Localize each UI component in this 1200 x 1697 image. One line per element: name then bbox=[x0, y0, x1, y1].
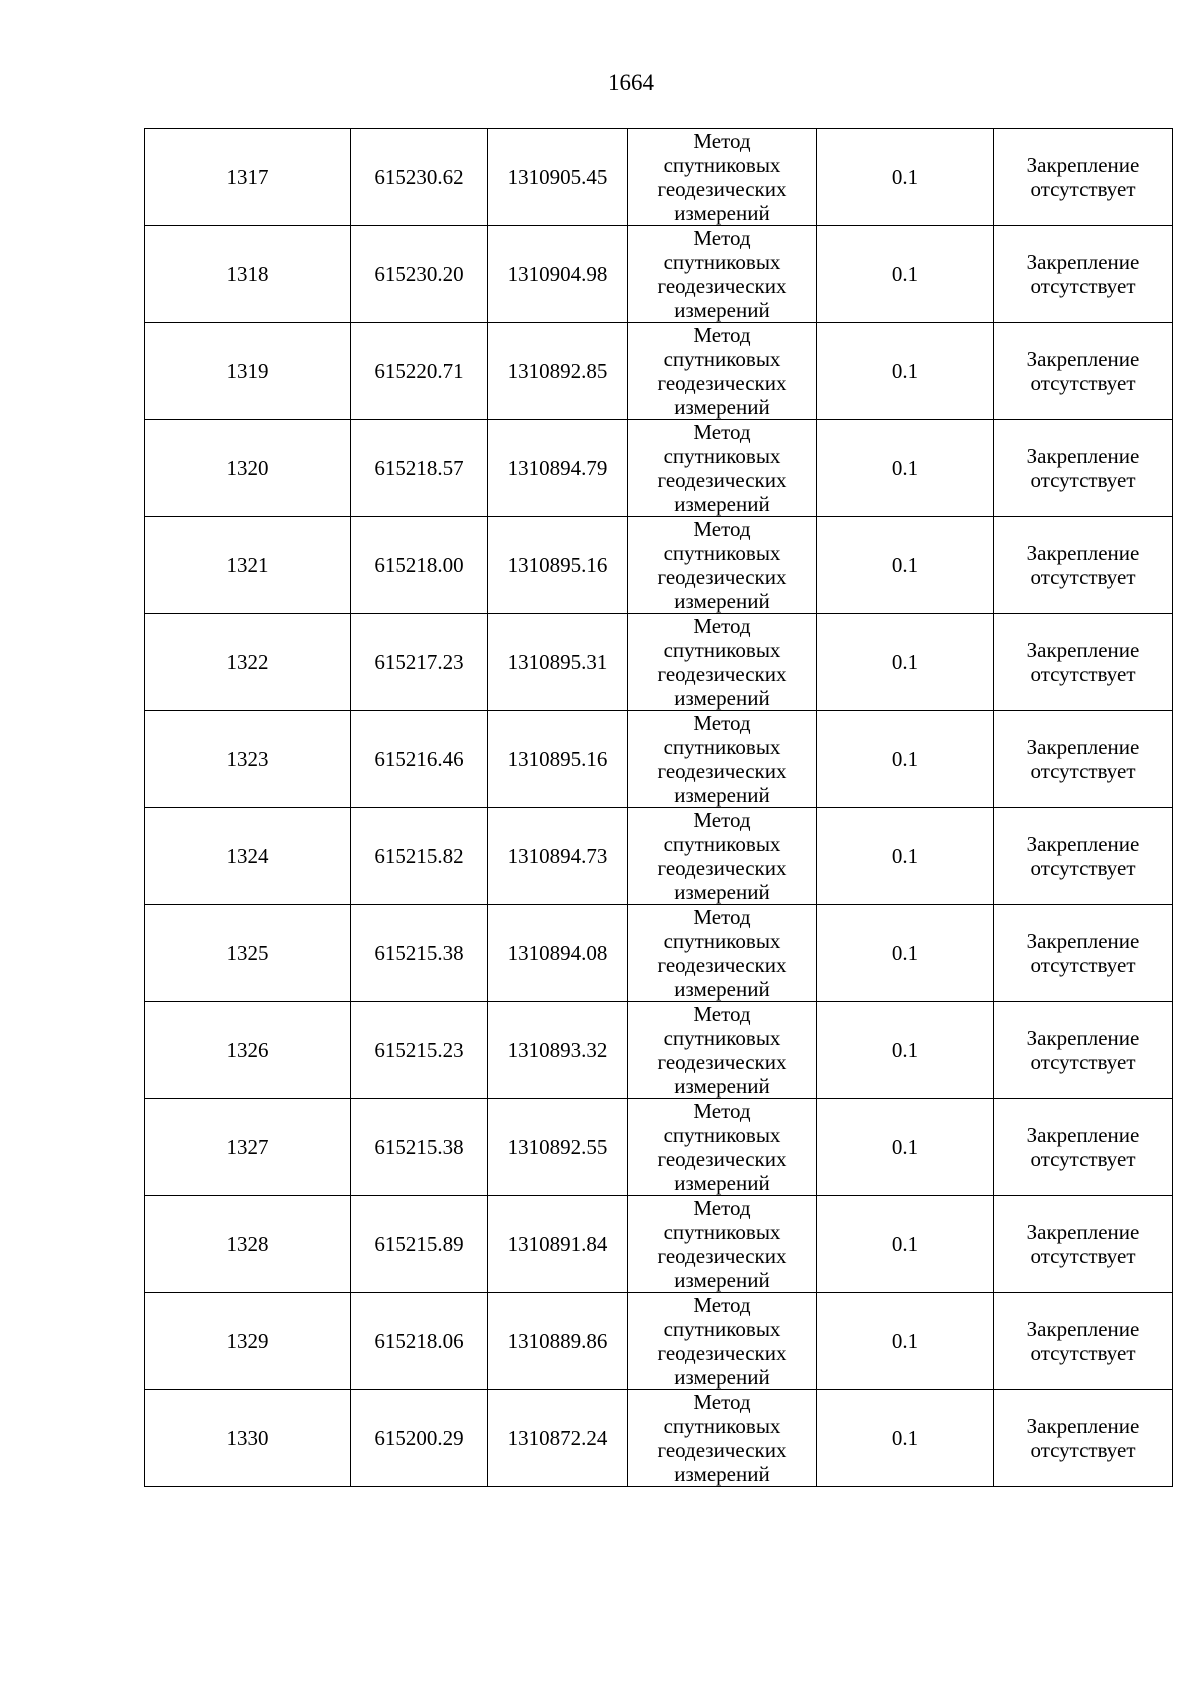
method-text-line: геодезических bbox=[657, 371, 787, 395]
fixing-cell bbox=[994, 323, 1173, 420]
point-number-cell: 1327 bbox=[145, 1099, 351, 1196]
fixing-cell bbox=[994, 614, 1173, 711]
method-text-line: спутниковых bbox=[663, 1123, 781, 1147]
fixing-text-line: отсутствует bbox=[1030, 662, 1136, 686]
method-text-line: спутниковых bbox=[663, 1317, 781, 1341]
method-cell bbox=[628, 1293, 817, 1390]
table-row bbox=[145, 1196, 1173, 1293]
method-text-line: Метод bbox=[693, 711, 751, 735]
x-coordinate-cell: 615230.20 bbox=[351, 226, 488, 323]
method-text-line: геодезических bbox=[657, 565, 787, 589]
method-cell bbox=[628, 420, 817, 517]
fixing-cell bbox=[994, 808, 1173, 905]
fixing-text-line: Закрепление bbox=[1026, 832, 1140, 856]
point-number-cell: 1326 bbox=[145, 1002, 351, 1099]
y-coordinate-cell: 1310893.32 bbox=[488, 1002, 628, 1099]
page-number: 1664 bbox=[608, 70, 654, 95]
fixing-cell bbox=[994, 517, 1173, 614]
method-text-line: спутниковых bbox=[663, 735, 781, 759]
fixing-text-line: Закрепление bbox=[1026, 638, 1140, 662]
accuracy-cell: 0.1 bbox=[817, 420, 994, 517]
method-text-line: Метод bbox=[693, 129, 751, 153]
method-text-line: геодезических bbox=[657, 1244, 787, 1268]
method-text-line: спутниковых bbox=[663, 929, 781, 953]
method-text-line: измерений bbox=[674, 1462, 770, 1486]
table-row bbox=[145, 1390, 1173, 1487]
method-text-line: спутниковых bbox=[663, 541, 781, 565]
method-text-line: спутниковых bbox=[663, 153, 781, 177]
fixing-text-line: отсутствует bbox=[1030, 856, 1136, 880]
x-coordinate-cell: 615215.82 bbox=[351, 808, 488, 905]
y-coordinate-cell: 1310892.85 bbox=[488, 323, 628, 420]
method-text-line: измерений bbox=[674, 1171, 770, 1195]
method-text-line: геодезических bbox=[657, 1050, 787, 1074]
x-coordinate-cell: 615215.89 bbox=[351, 1196, 488, 1293]
y-coordinate-cell: 1310872.24 bbox=[488, 1390, 628, 1487]
fixing-text-line: Закрепление bbox=[1026, 1414, 1140, 1438]
fixing-text-line: отсутствует bbox=[1030, 953, 1136, 977]
method-text-line: спутниковых bbox=[663, 1026, 781, 1050]
fixing-text-line: Закрепление bbox=[1026, 1026, 1140, 1050]
point-number-cell: 1322 bbox=[145, 614, 351, 711]
method-text-line: спутниковых bbox=[663, 832, 781, 856]
method-text-line: спутниковых bbox=[663, 1220, 781, 1244]
x-coordinate-cell: 615200.29 bbox=[351, 1390, 488, 1487]
fixing-cell bbox=[994, 1390, 1173, 1487]
method-text-line: Метод bbox=[693, 808, 751, 832]
method-cell bbox=[628, 1390, 817, 1487]
x-coordinate-cell: 615216.46 bbox=[351, 711, 488, 808]
method-text-line: измерений bbox=[674, 880, 770, 904]
y-coordinate-cell: 1310892.55 bbox=[488, 1099, 628, 1196]
accuracy-cell: 0.1 bbox=[817, 711, 994, 808]
method-cell bbox=[628, 905, 817, 1002]
fixing-text-line: Закрепление bbox=[1026, 1220, 1140, 1244]
fixing-text-line: отсутствует bbox=[1030, 274, 1136, 298]
fixing-cell bbox=[994, 1099, 1173, 1196]
point-number-cell: 1330 bbox=[145, 1390, 351, 1487]
y-coordinate-cell: 1310894.08 bbox=[488, 905, 628, 1002]
point-number-cell: 1319 bbox=[145, 323, 351, 420]
fixing-text-line: отсутствует bbox=[1030, 1341, 1136, 1365]
method-text-line: Метод bbox=[693, 905, 751, 929]
fixing-cell bbox=[994, 1293, 1173, 1390]
point-number-cell: 1320 bbox=[145, 420, 351, 517]
method-text-line: Метод bbox=[693, 1099, 751, 1123]
fixing-text-line: Закрепление bbox=[1026, 541, 1140, 565]
fixing-text-line: Закрепление bbox=[1026, 735, 1140, 759]
point-number-cell: 1324 bbox=[145, 808, 351, 905]
y-coordinate-cell: 1310894.73 bbox=[488, 808, 628, 905]
point-number-cell: 1323 bbox=[145, 711, 351, 808]
fixing-text-line: отсутствует bbox=[1030, 1438, 1136, 1462]
fixing-text-line: отсутствует bbox=[1030, 1244, 1136, 1268]
method-text-line: измерений bbox=[674, 589, 770, 613]
method-text-line: геодезических bbox=[657, 759, 787, 783]
table-row bbox=[145, 1099, 1173, 1196]
method-cell bbox=[628, 711, 817, 808]
y-coordinate-cell: 1310895.16 bbox=[488, 711, 628, 808]
fixing-text-line: отсутствует bbox=[1030, 1147, 1136, 1171]
x-coordinate-cell: 615218.57 bbox=[351, 420, 488, 517]
accuracy-cell: 0.1 bbox=[817, 1293, 994, 1390]
method-text-line: геодезических bbox=[657, 1147, 787, 1171]
accuracy-cell: 0.1 bbox=[817, 323, 994, 420]
method-text-line: геодезических bbox=[657, 1341, 787, 1365]
method-text-line: измерений bbox=[674, 686, 770, 710]
table-row bbox=[145, 420, 1173, 517]
method-cell bbox=[628, 614, 817, 711]
fixing-cell bbox=[994, 226, 1173, 323]
method-text-line: геодезических bbox=[657, 662, 787, 686]
method-cell bbox=[628, 323, 817, 420]
accuracy-cell: 0.1 bbox=[817, 1099, 994, 1196]
method-text-line: Метод bbox=[693, 1002, 751, 1026]
method-text-line: измерений bbox=[674, 783, 770, 807]
fixing-text-line: Закрепление bbox=[1026, 444, 1140, 468]
accuracy-cell: 0.1 bbox=[817, 129, 994, 226]
fixing-cell bbox=[994, 129, 1173, 226]
method-text-line: Метод bbox=[693, 1196, 751, 1220]
fixing-text-line: Закрепление bbox=[1026, 153, 1140, 177]
method-text-line: Метод bbox=[693, 517, 751, 541]
method-cell bbox=[628, 517, 817, 614]
method-text-line: Метод bbox=[693, 420, 751, 444]
fixing-text-line: отсутствует bbox=[1030, 1050, 1136, 1074]
fixing-text-line: отсутствует bbox=[1030, 468, 1136, 492]
method-text-line: измерений bbox=[674, 201, 770, 225]
y-coordinate-cell: 1310895.16 bbox=[488, 517, 628, 614]
table-row bbox=[145, 129, 1173, 226]
method-text-line: спутниковых bbox=[663, 1414, 781, 1438]
point-number-cell: 1329 bbox=[145, 1293, 351, 1390]
accuracy-cell: 0.1 bbox=[817, 517, 994, 614]
method-cell bbox=[628, 1099, 817, 1196]
fixing-text-line: Закрепление bbox=[1026, 929, 1140, 953]
method-text-line: спутниковых bbox=[663, 638, 781, 662]
accuracy-cell: 0.1 bbox=[817, 1196, 994, 1293]
method-text-line: Метод bbox=[693, 226, 751, 250]
x-coordinate-cell: 615215.38 bbox=[351, 1099, 488, 1196]
method-text-line: измерений bbox=[674, 1365, 770, 1389]
accuracy-cell: 0.1 bbox=[817, 1390, 994, 1487]
table-row bbox=[145, 517, 1173, 614]
fixing-cell bbox=[994, 1196, 1173, 1293]
x-coordinate-cell: 615215.23 bbox=[351, 1002, 488, 1099]
method-text-line: спутниковых bbox=[663, 347, 781, 371]
table-row bbox=[145, 711, 1173, 808]
method-text-line: Метод bbox=[693, 1390, 751, 1414]
fixing-text-line: Закрепление bbox=[1026, 250, 1140, 274]
method-text-line: измерений bbox=[674, 298, 770, 322]
fixing-cell bbox=[994, 1002, 1173, 1099]
x-coordinate-cell: 615218.00 bbox=[351, 517, 488, 614]
method-text-line: измерений bbox=[674, 395, 770, 419]
method-text-line: измерений bbox=[674, 492, 770, 516]
table-row bbox=[145, 614, 1173, 711]
method-text-line: спутниковых bbox=[663, 250, 781, 274]
method-cell bbox=[628, 1002, 817, 1099]
fixing-cell bbox=[994, 420, 1173, 517]
table-row bbox=[145, 1293, 1173, 1390]
method-text-line: Метод bbox=[693, 323, 751, 347]
method-text-line: геодезических bbox=[657, 1438, 787, 1462]
fixing-cell bbox=[994, 905, 1173, 1002]
y-coordinate-cell: 1310895.31 bbox=[488, 614, 628, 711]
table-row bbox=[145, 226, 1173, 323]
method-text-line: Метод bbox=[693, 1293, 751, 1317]
y-coordinate-cell: 1310894.79 bbox=[488, 420, 628, 517]
method-cell bbox=[628, 226, 817, 323]
method-cell bbox=[628, 1196, 817, 1293]
point-number-cell: 1328 bbox=[145, 1196, 351, 1293]
table-row bbox=[145, 323, 1173, 420]
x-coordinate-cell: 615230.62 bbox=[351, 129, 488, 226]
method-text-line: геодезических bbox=[657, 856, 787, 880]
fixing-text-line: отсутствует bbox=[1030, 371, 1136, 395]
method-text-line: спутниковых bbox=[663, 444, 781, 468]
table-row bbox=[145, 808, 1173, 905]
method-cell bbox=[628, 808, 817, 905]
fixing-text-line: отсутствует bbox=[1030, 177, 1136, 201]
method-cell bbox=[628, 129, 817, 226]
y-coordinate-cell: 1310889.86 bbox=[488, 1293, 628, 1390]
x-coordinate-cell: 615220.71 bbox=[351, 323, 488, 420]
point-number-cell: 1321 bbox=[145, 517, 351, 614]
accuracy-cell: 0.1 bbox=[817, 1002, 994, 1099]
fixing-text-line: отсутствует bbox=[1030, 565, 1136, 589]
accuracy-cell: 0.1 bbox=[817, 226, 994, 323]
coordinates-table bbox=[144, 128, 1173, 1487]
coordinates-table-body bbox=[145, 129, 1173, 1487]
fixing-text-line: отсутствует bbox=[1030, 759, 1136, 783]
y-coordinate-cell: 1310904.98 bbox=[488, 226, 628, 323]
accuracy-cell: 0.1 bbox=[817, 905, 994, 1002]
method-text-line: измерений bbox=[674, 1074, 770, 1098]
method-text-line: геодезических bbox=[657, 468, 787, 492]
x-coordinate-cell: 615218.06 bbox=[351, 1293, 488, 1390]
method-text-line: геодезических bbox=[657, 953, 787, 977]
accuracy-cell: 0.1 bbox=[817, 808, 994, 905]
fixing-text-line: Закрепление bbox=[1026, 1317, 1140, 1341]
point-number-cell: 1318 bbox=[145, 226, 351, 323]
accuracy-cell: 0.1 bbox=[817, 614, 994, 711]
fixing-text-line: Закрепление bbox=[1026, 347, 1140, 371]
point-number-cell: 1317 bbox=[145, 129, 351, 226]
method-text-line: измерений bbox=[674, 1268, 770, 1292]
y-coordinate-cell: 1310891.84 bbox=[488, 1196, 628, 1293]
method-text-line: геодезических bbox=[657, 274, 787, 298]
x-coordinate-cell: 615217.23 bbox=[351, 614, 488, 711]
x-coordinate-cell: 615215.38 bbox=[351, 905, 488, 1002]
table-row bbox=[145, 905, 1173, 1002]
fixing-text-line: Закрепление bbox=[1026, 1123, 1140, 1147]
y-coordinate-cell: 1310905.45 bbox=[488, 129, 628, 226]
point-number-cell: 1325 bbox=[145, 905, 351, 1002]
method-text-line: геодезических bbox=[657, 177, 787, 201]
method-text-line: измерений bbox=[674, 977, 770, 1001]
table-row bbox=[145, 1002, 1173, 1099]
fixing-cell bbox=[994, 711, 1173, 808]
method-text-line: Метод bbox=[693, 614, 751, 638]
